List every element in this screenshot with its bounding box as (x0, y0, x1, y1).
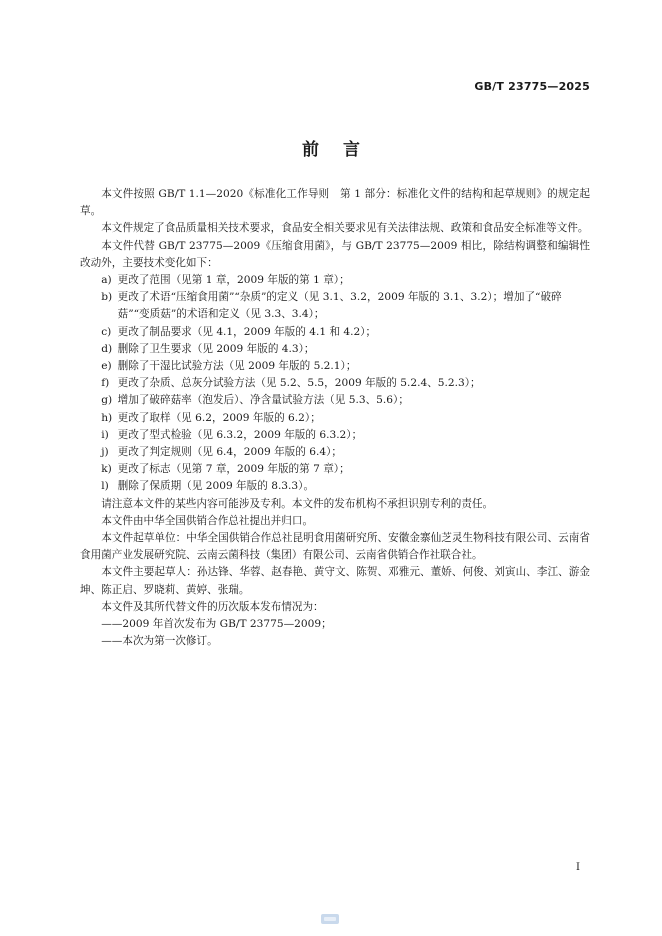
change-item-marker: i) (101, 428, 109, 441)
change-item-text: 更改了杂质、总灰分试验方法（见 5.2、5.5，2009 年版的 5.2.4、5.2.3）； (117, 377, 481, 390)
change-item-marker: d) (101, 342, 113, 355)
paragraph-patent: 请注意本文件的某些内容可能涉及专利。本文件的发布机构不承担识别专利的责任。 (101, 497, 494, 510)
paragraph-proposer: 本文件由中华全国供销合作总社提出并归口。 (101, 514, 314, 527)
change-item-marker: h) (101, 411, 113, 424)
change-item (80, 427, 590, 444)
change-item (80, 375, 590, 392)
change-item (80, 461, 590, 478)
change-item-marker: j) (101, 446, 109, 459)
change-item-text: 删除了卫生要求（见 2009 年版的 4.3）； (117, 342, 315, 355)
change-item-marker: k) (101, 463, 112, 476)
change-item-text: 更改了术语“压缩食用菌”“杂质”的定义（见 3.1、3.2，2009 年版的 3.1、3.2）；增加了“破碎菇”“变质菇”的术语和定义（见 3.3、3.4）； (117, 291, 562, 321)
change-item (80, 478, 590, 495)
change-item (80, 272, 590, 289)
history-item: ——2009 年首次发布为 GB/T 23775—2009； (101, 618, 332, 631)
history-item: ——本次为第一次修订。 (101, 635, 218, 648)
change-item (80, 324, 590, 341)
change-item-text: 删除了保质期（见 2009 年版的 8.3.3）。 (117, 480, 315, 493)
change-item (80, 341, 590, 358)
publisher-mark-icon (320, 913, 340, 925)
change-item (80, 392, 590, 409)
paragraph-drafters: 本文件主要起草人：孙达锋、华蓉、赵春艳、黄守文、陈贺、邓雅元、董娇、何俊、刘寅山、李江、游金坤、陈正启、罗晓莉、黄婷、张瑞。 (80, 566, 590, 596)
change-item-marker: f) (101, 377, 110, 390)
change-item-text: 删除了干湿比试验方法（见 2009 年版的 5.2.1）； (117, 360, 357, 373)
standard-code: GB/T 23775—2025 (474, 80, 590, 93)
change-item-marker: c) (101, 325, 112, 338)
change-item-marker: a) (101, 274, 112, 287)
changes-list (80, 272, 590, 496)
page-number: I (576, 862, 580, 873)
change-item-text: 更改了标志（见第 7 章，2009 年版的第 7 章）； (117, 463, 350, 476)
change-item-text: 更改了范围（见第 1 章，2009 年版的第 1 章）； (117, 274, 350, 287)
change-item-text: 更改了取样（见 6.2，2009 年版的 6.2）； (117, 411, 321, 424)
change-item-text: 更改了制品要求（见 4.1，2009 年版的 4.1 和 4.2）； (117, 325, 377, 338)
document-body (80, 186, 590, 650)
change-item (80, 358, 590, 375)
paragraph-replacement: 本文件代替 GB/T 23775—2009《压缩食用菌》，与 GB/T 23775—2009 相比，除结构调整和编辑性改动外，主要技术变化如下： (80, 239, 590, 269)
change-item-text: 更改了判定规则（见 6.4，2009 年版的 6.4）； (117, 446, 342, 459)
change-item-marker: l) (101, 480, 109, 493)
paragraph-drafting-rule: 本文件按照 GB/T 1.1—2020《标准化工作导则 第 1 部分：标准化文件的结构和起草规则》的规定起草。 (80, 188, 590, 218)
change-item-text: 增加了破碎菇率（泡发后）、净含量试验方法（见 5.3、5.6）； (117, 394, 409, 407)
change-item (80, 444, 590, 461)
change-item (80, 289, 590, 323)
paragraph-drafting-units: 本文件起草单位：中华全国供销合作总社昆明食用菌研究所、安徽金寨仙芝灵生物科技有限公司、云南省食用菌产业发展研究院、云南云菌科技（集团）有限公司、云南省供销合作社联合社。 (80, 532, 590, 562)
paragraph-history-intro: 本文件及其所代替文件的历次版本发布情况为： (101, 600, 324, 613)
change-item (80, 410, 590, 427)
change-item-text: 更改了型式检验（见 6.3.2，2009 年版的 6.3.2）； (117, 428, 363, 441)
paragraph-scope-note: 本文件规定了食品质量相关技术要求，食品安全相关要求见有关法律法规、政策和食品安全标准等文件。 (101, 222, 589, 235)
change-item-marker: g) (101, 394, 113, 407)
change-item-marker: e) (101, 360, 112, 373)
page-title: 前言 (302, 140, 384, 160)
change-item-marker: b) (101, 291, 113, 304)
